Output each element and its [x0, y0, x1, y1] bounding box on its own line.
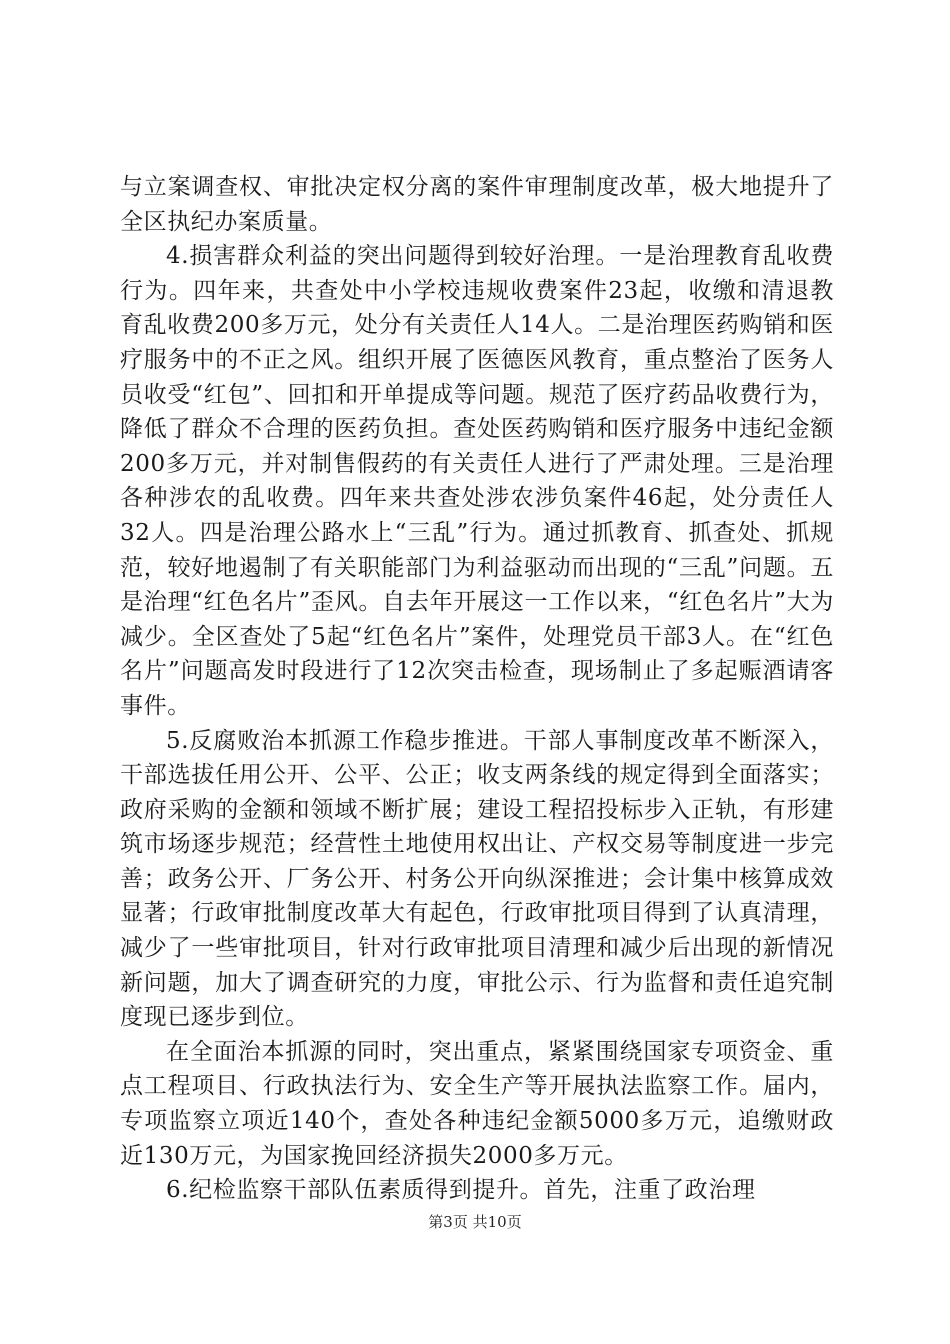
paragraph-continuation: 与立案调查权、审批决定权分离的案件审理制度改革，极大地提升了全区执纪办案质量。	[120, 174, 834, 235]
paragraph-item-5: 5.反腐败治本抓源工作稳步推进。干部人事制度改革不断深入，干部选拔任用公开、公平、公正；收支两条线的规定得到全面落实；政府采购的金额和领域不断扩展；建设工程招投标步入正轨，有形建筑市场逐步规范；经营性土地使用权出让、产权交易等制度进一步完善；政务公开、厂务公开、村务公开向纵深推进；会计集中核算成效显著；行政审批制度改革大有起色，行政审批项目得到了认真清理，减少了一些审批项目，针对行政审批项目清理和减少后出现的新情况新问题，加大了调查研究的力度，审批公示、行为监督和责任追究制度现已逐步到位。	[120, 727, 834, 1031]
document-body	[120, 170, 834, 1208]
paragraph-item-4: 4.损害群众利益的突出问题得到较好治理。一是治理教育乱收费行为。四年来，共查处中小学校违规收费案件23起，收缴和清退教育乱收费200多万元，处分有关责任人14人。二是治理医药购销和医疗服务中的不正之风。组织开展了医德医风教育，重点整治了医务人员收受“红包”、回扣和开单提成等问题。规范了医疗药品收费行为，降低了群众不合理的医药负担。查处医药购销和医疗服务中违纪金额200多万元，并对制售假药的有关责任人进行了严肃处理。三是治理各种涉农的乱收费。四年来共查处涉农涉负案件46起，处分责任人32人。四是治理公路水上“三乱”行为。通过抓教育、抓查处、抓规范，较好地遏制了有关职能部门为利益驱动而出现的“三乱”问题。五是治理“红色名片”歪风。自去年开展这一工作以来，“红色名片”大为减少。全区查处了5起“红色名片”案件，处理党员干部3人。在“红色名片”问题高发时段进行了12次突击检查，现场制止了多起赈酒请客事件。	[120, 243, 834, 719]
paragraph-item-6: 6.纪检监察干部队伍素质得到提升。首先，注重了政治理	[166, 1177, 756, 1204]
paragraph-special-supervision: 在全面治本抓源的同时，突出重点，紧紧围绕国家专项资金、重点工程项目、行政执法行为、安全生产等开展执法监察工作。届内，专项监察立项近140个，查处各种违纪金额5000多万元，追缴财政近130万元，为国家挽回经济损失2000多万元。	[120, 1038, 834, 1169]
page-number: 第3页 共10页	[428, 1213, 522, 1231]
page-footer	[0, 1212, 950, 1232]
